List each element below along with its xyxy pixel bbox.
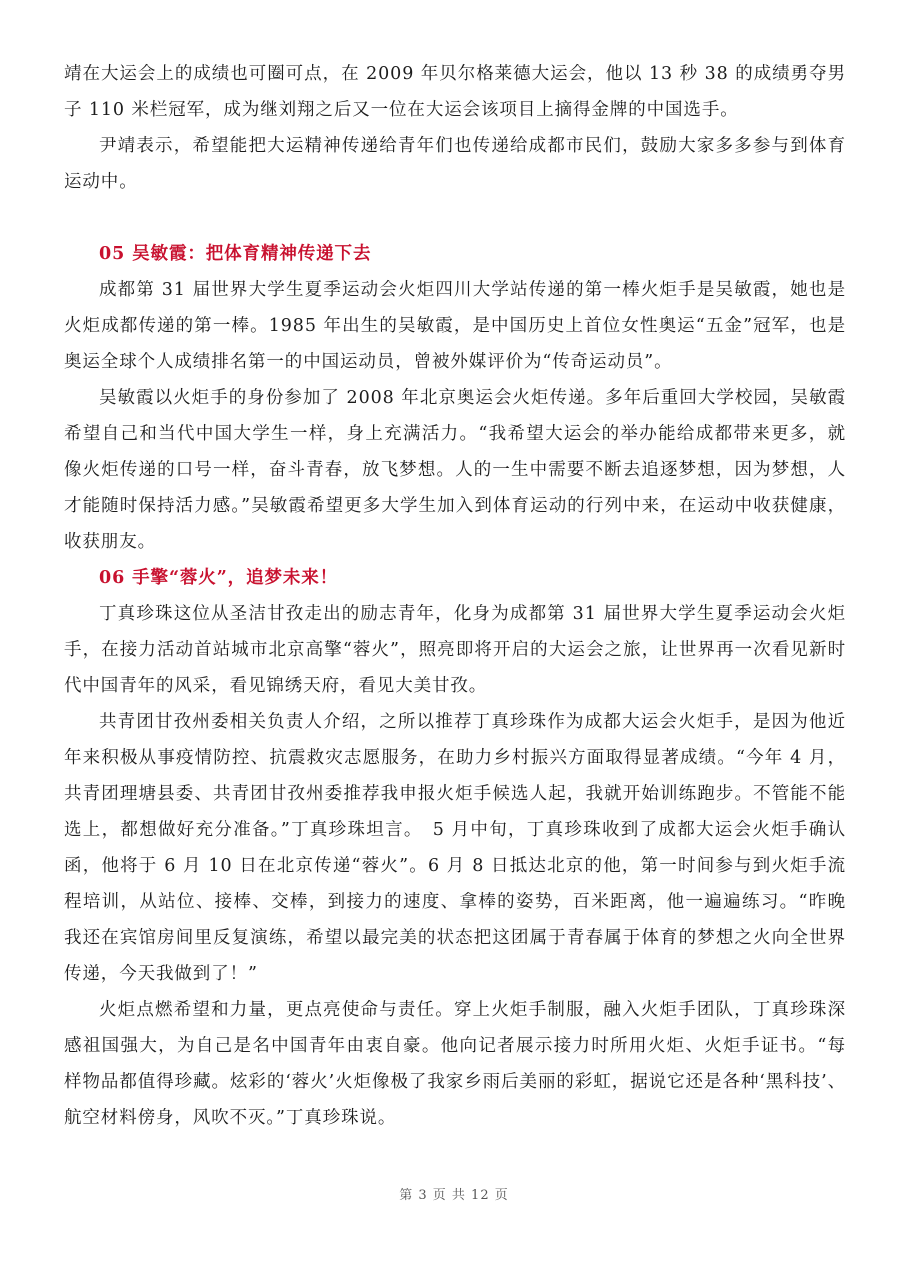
paragraph-dingzhen-recommendation: 共青团甘孜州委相关负责人介绍，之所以推荐丁真珍珠作为成都大运会火炬手，是因为他近年来积极从事疫情防控、抗震救灾志愿服务，在助力乡村振兴方面取得显著成绩。“今年 4 月，共青团理塘县委、共青团甘孜州委推荐我申报火炬手候选人起，我就开始训练跑步。不管能不能选上，都想做好充分准备。”丁真珍珠坦言。 5 月中旬，丁真珍珠收到了成都大运会火炬手确认函，他将于 6 月 10 日在北京传递“蓉火”。6 月 8 日抵达北京的他，第一时间参与到火炬手流程培训，从站位、接棒、交棒，到接力的速度、拿棒的姿势，百米距离，他一遍遍练习。“昨晚我还在宾馆房间里反复演练，希望以最完美的状态把这团属于青春属于体育的梦想之火向全世界传递，今天我做到了！”: [64, 712, 846, 984]
document-body: [64, 56, 846, 1136]
page-number-footer: 第 3 页 共 12 页: [399, 1188, 509, 1203]
paragraph-dingzhen-torch: 火炬点燃希望和力量，更点亮使命与责任。穿上火炬手制服，融入火炬手团队，丁真珍珠深感祖国强大，为自己是名中国青年由衷自豪。他向记者展示接力时所用火炬、火炬手证书。“每样物品都值得珍藏。炫彩的‘蓉火’火炬像极了我家乡雨后美丽的彩虹，据说它还是各种‘黑科技’、航空材料傍身，风吹不灭。”丁真珍珠说。: [64, 1000, 846, 1128]
paragraph-yin-jing-statement: 尹靖表示，希望能把大运精神传递给青年们也传递给成都市民们，鼓励大家多多参与到体育运动中。: [64, 136, 846, 192]
section-heading-05: 05 吴敏霞：把体育精神传递下去: [99, 244, 372, 264]
section-heading-06: 06 手擎“蓉火”，追梦未来！: [99, 568, 339, 588]
paragraph-wu-minxia-intro: 成都第 31 届世界大学生夏季运动会火炬四川大学站传递的第一棒火炬手是吴敏霞，她也是火炬成都传递的第一棒。1985 年出生的吴敏霞，是中国历史上首位女性奥运“五金”冠军，也是奥运全球个人成绩排名第一的中国运动员，曾被外媒评价为“传奇运动员”。: [64, 280, 846, 372]
paragraph-wu-minxia-quote: 吴敏霞以火炬手的身份参加了 2008 年北京奥运会火炬传递。多年后重回大学校园，吴敏霞希望自己和当代中国大学生一样，身上充满活力。“我希望大运会的举办能给成都带来更多，就像火炬传递的口号一样，奋斗青春，放飞梦想。人的一生中需要不断去追逐梦想，因为梦想，人才能随时保持活力感。”吴敏霞希望更多大学生加入到体育运动的行列中来，在运动中收获健康，收获朋友。: [64, 388, 846, 552]
paragraph-continuation: 靖在大运会上的成绩也可圈可点，在 2009 年贝尔格莱德大运会，他以 13 秒 38 的成绩勇夺男子 110 米栏冠军，成为继刘翔之后又一位在大运会该项目上摘得金牌的中国选手。: [64, 64, 846, 120]
paragraph-dingzhen-intro: 丁真珍珠这位从圣洁甘孜走出的励志青年，化身为成都第 31 届世界大学生夏季运动会火炬手，在接力活动首站城市北京高擎“蓉火”，照亮即将开启的大运会之旅，让世界再一次看见新时代中国青年的风采，看见锦绣天府，看见大美甘孜。: [64, 604, 846, 696]
